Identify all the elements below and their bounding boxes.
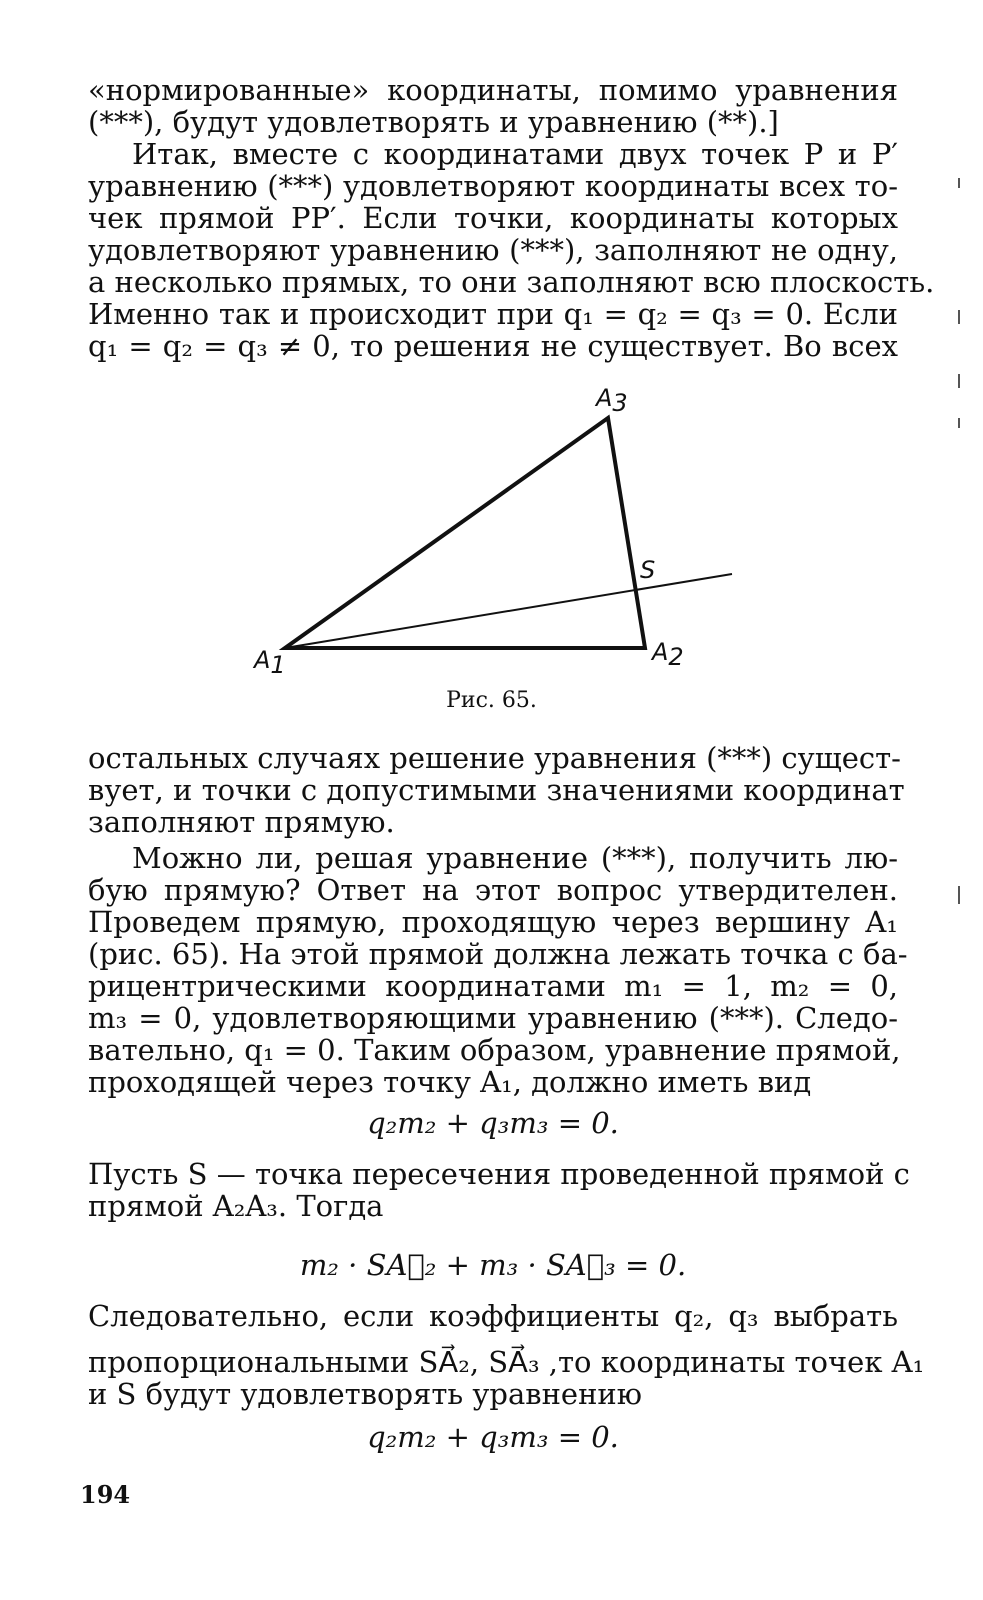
text-line: Следовательно, если коэффициенты q₂, q₃ выбрать (88, 1299, 898, 1333)
text-line: проходящей через точку A₁, должно иметь вид (88, 1065, 812, 1099)
text-line: m₃ = 0, удовлетворяющими уравнению (***). Следо- (88, 1001, 898, 1035)
paragraph-4 (88, 841, 908, 1099)
text-line: вует, и точки с допустимыми значениями координат (88, 773, 905, 807)
figure-caption: Рис. 65. (446, 688, 537, 713)
page-number: 194 (80, 1480, 131, 1509)
text-line: Именно так и происходит при q₁ = q₂ = q₃ = 0. Если (88, 297, 898, 331)
text-line: заполняют прямую. (88, 805, 395, 839)
paragraph-6 (88, 1299, 925, 1411)
text-line: рицентрическими координатами m₁ = 1, m₂ = 0, (88, 969, 898, 1003)
text-line: а несколько прямых, то они заполняют всю плоскость. (88, 265, 935, 299)
text-line: чек прямой PP′. Если точки, координаты которых (88, 201, 898, 235)
text-line: пропорциональными SA⃗₂, SA⃗₃ ,то координаты точек A₁ (88, 1345, 925, 1379)
text-line: прямой A₂A₃. Тогда (88, 1189, 384, 1223)
text-line: бую прямую? Ответ на этот вопрос утвердителен. (88, 873, 898, 907)
scan-speck (958, 310, 960, 324)
scan-speck (958, 418, 960, 428)
scan-speck (958, 374, 960, 388)
text-line: Пусть S — точка пересечения проведенной прямой с (88, 1157, 910, 1191)
paragraph-2 (88, 137, 935, 363)
scan-speck (958, 178, 960, 188)
text-line: (рис. 65). На этой прямой должна лежать точка с ба- (88, 937, 908, 971)
paragraph-1 (88, 74, 898, 138)
line-through-a1-and-s (285, 574, 732, 648)
triangle-figure (0, 380, 983, 680)
text-line: уравнению (***) удовлетворяют координаты всех то- (88, 169, 898, 203)
text-line: остальных случаях решение уравнения (***) сущест- (88, 741, 901, 775)
text-line: (***), будут удовлетворять и уравнению (**).] (88, 105, 779, 139)
label-a1: A1 (254, 646, 286, 679)
label-s: S (640, 556, 656, 584)
text-line: q₁ = q₂ = q₃ ≠ 0, то решения не существует. Во всех (88, 329, 898, 363)
paragraph-3 (88, 741, 905, 839)
formula-2: m₂ · SA⃗₂ + m₃ · SA⃗₃ = 0. (299, 1248, 687, 1282)
paragraph-5 (88, 1157, 910, 1223)
text-line: «нормированные» координаты, помимо уравнения (88, 73, 898, 107)
text-line: Проведем прямую, проходящую через вершину A₁ (88, 905, 898, 939)
label-a2: A2 (652, 638, 684, 671)
text-line: и S будут удовлетворять уравнению (88, 1377, 643, 1411)
text-line: Итак, вместе с координатами двух точек P и P′ (132, 137, 898, 171)
text-line: удовлетворяют уравнению (***), заполняют не одну, (88, 233, 898, 267)
label-a3: A3 (596, 384, 628, 417)
formula-1: q₂m₂ + q₃m₃ = 0. (367, 1106, 619, 1140)
formula-3: q₂m₂ + q₃m₃ = 0. (367, 1420, 619, 1454)
text-line: вательно, q₁ = 0. Таким образом, уравнение прямой, (88, 1033, 901, 1067)
scan-speck (958, 886, 960, 904)
triangle-a1-a2-a3 (285, 418, 645, 648)
text-line: Можно ли, решая уравнение (***), получить лю- (132, 841, 898, 875)
